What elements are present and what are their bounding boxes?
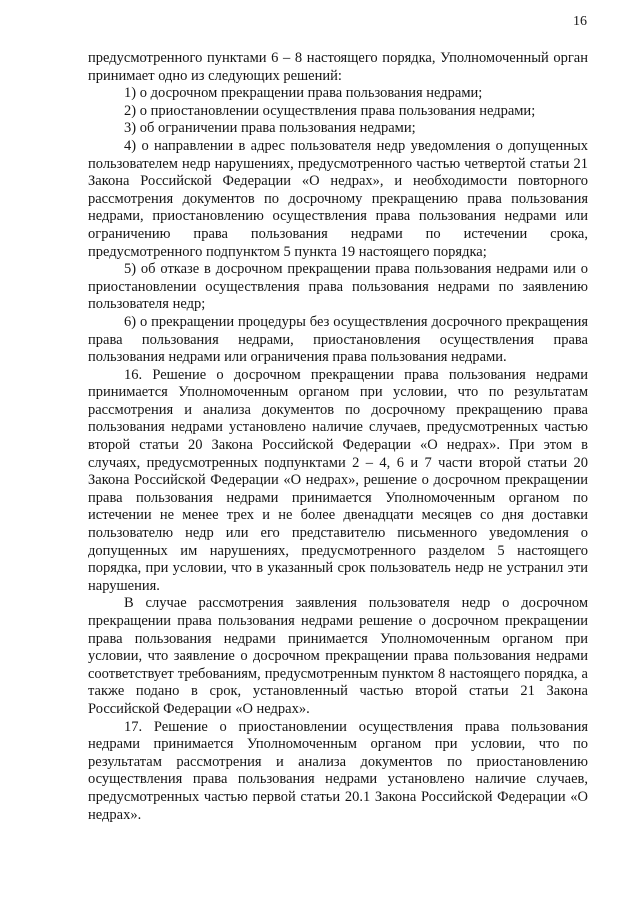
list-item-5: 5) об отказе в досрочном прекращении права пользования недрами или о приостановлении осуществления права пользования недрами по заявлению пользователя недр; — [88, 261, 588, 313]
list-item-6: 6) о прекращении процедуры без осуществления досрочного прекращения права пользования недрами, приостановления осуществления права пользования недрами или ограничения права пользования недрами. — [88, 313, 588, 366]
paragraph-intro: предусмотренного пунктами 6 – 8 настоящего порядка, Уполномоченный орган принимает одно из следующих решений: — [88, 50, 588, 84]
list-item-4: 4) о направлении в адрес пользователя недр уведомления о допущенных пользователем недр нарушениях, предусмотренного частью четвертой статьи 21 Закона Российской Федерации «О недрах», и необходимости повторного рассмотрения документов по досрочному прекращению права пользования недрами, приостановлению осуществления права пользования недрами или ограничению права пользования недрами по истечении срока, предусмотренного подпунктом 5 пункта 19 настоящего порядка; — [88, 137, 588, 260]
paragraph-17: 17. Решение о приостановлении осуществления права пользования недрами принимается Уполномоченным органом при условии, что по результатам рассмотрения и анализа документов по приостановлению осуществления права пользования недрами установлено наличие случаев, предусмотренных частью первой статьи 20.1 Закона Российской Федерации «О недрах». — [88, 718, 588, 823]
paragraph-16: 16. Решение о досрочном прекращении права пользования недрами принимается Уполномоченным органом при условии, что по результатам рассмотрения и анализа документов по досрочному прекращению права пользования недрами установлено наличие случаев, предусмотренных частью второй статьи 20 Закона Российской Федерации «О недрах». При этом в случаях, предусмотренных подпунктами 2 – 4, 6 и 7 части второй статьи 20 Закона Российской Федерации «О недрах», решение о досрочном прекращении права пользования недрами принимается Уполномоченным органом по истечении не менее трех и не более двенадцати месяцев со дня доставки пользователю недр или его представителю письменного уведомления о допущенных им нарушениях, предусмотренного разделом 5 настоящего порядка, при условии, что в указанный срок пользователь недр не устранил эти нарушения. — [88, 366, 588, 594]
paragraph-16-continued: В случае рассмотрения заявления пользователя недр о досрочном прекращении права пользования недрами решение о досрочном прекращении права пользования недрами принимается Уполномоченным органом при условии, что заявление о досрочном прекращении права пользования недрами соответствует требованиям, предусмотренным пунктом 8 настоящего порядка, а также подано в срок, установленный частью второй статьи 21 Закона Российской Федерации «О недрах». — [88, 595, 588, 717]
list-item-1: 1) о досрочном прекращении права пользования недрами; — [124, 85, 483, 102]
list-item-3: 3) об ограничении права пользования недрами; — [124, 120, 416, 137]
document-body — [88, 50, 588, 824]
list-item-2: 2) о приостановлении осуществления права пользования недрами; — [124, 102, 536, 119]
page-number: 16 — [573, 14, 587, 29]
